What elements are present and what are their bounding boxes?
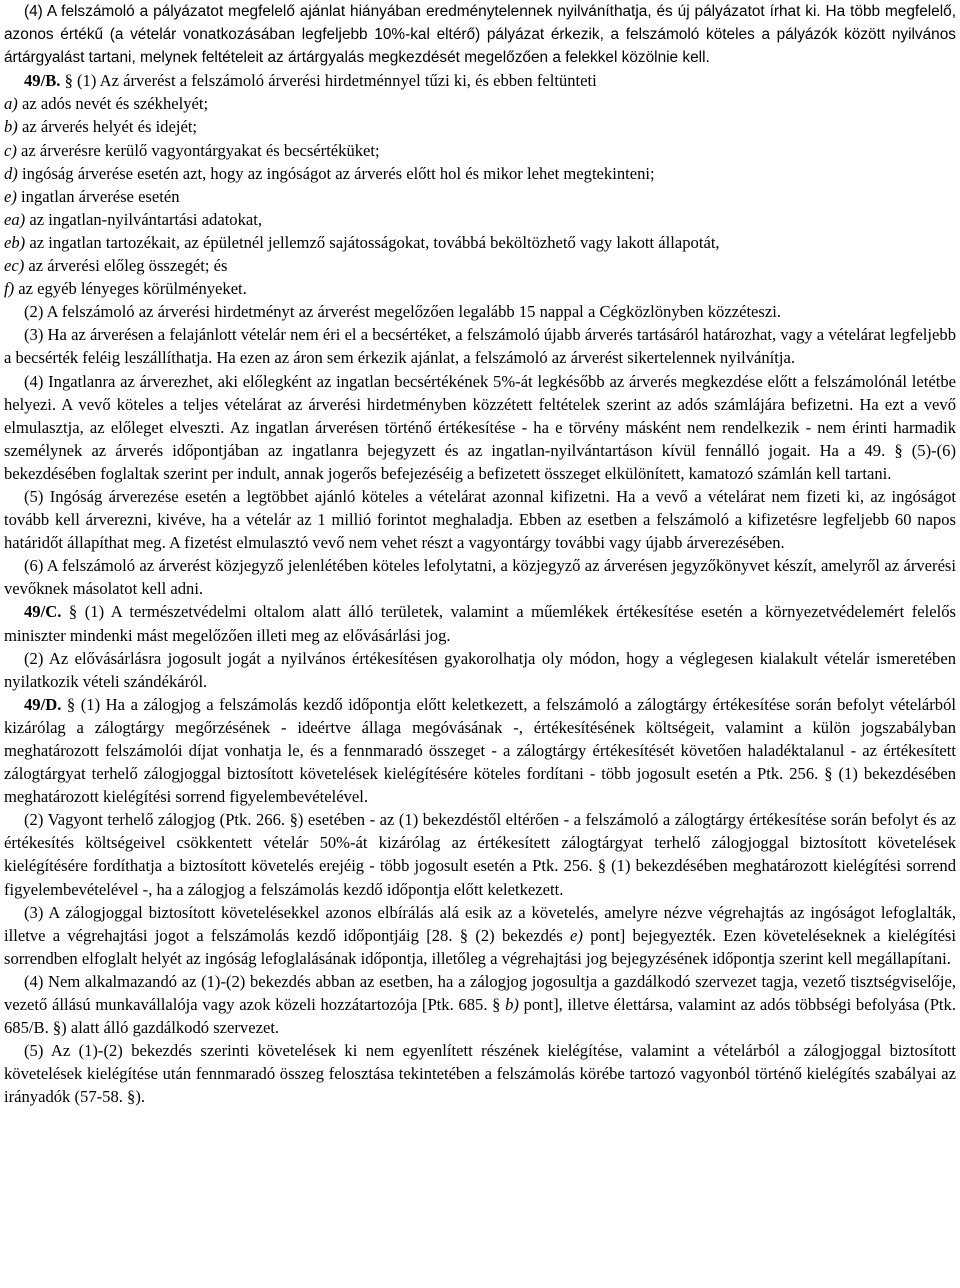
list-item — [4, 92, 956, 115]
list-item-text: az árverésre kerülő vagyontárgyakat és becsértéküket; — [16, 140, 380, 160]
list-item — [4, 162, 956, 185]
paragraph-text: § (1) A természetvédelmi oltalom alatt álló területek, valamint a műemlékek értékesítése esetén a környezetvédelemért felelős miniszter mindenki mást megelőzően illeti meg az elővásárlási jog. — [4, 602, 956, 645]
section-49b-paragraph-5 — [4, 485, 956, 554]
list-item — [4, 254, 956, 277]
section-49d-paragraph-4 — [4, 970, 956, 1039]
list-item-text: ingatlan árverése esetén — [16, 186, 180, 206]
list-item-text: az árverés helyét és idejét; — [17, 117, 198, 137]
list-item-text: az ingatlan-nyilvántartási adatokat, — [25, 209, 263, 229]
paragraph-text: (2) Az elővásárlásra jogosult jogát a nyilvános értékesítésen gyakorolhatja oly módon, hogy a véglegesen kialakult vételár ismeretében nyilatkozik vételi szándékáról. — [4, 648, 956, 691]
section-number: 49/D. — [24, 694, 62, 714]
paragraph-text: pont], illetve élettársa, valamint az adós többségi befolyása (Ptk. 685/B. §) alatt álló gazdálkodó szervezet. — [4, 995, 956, 1038]
list-item-label: eb) — [4, 232, 26, 252]
list-item — [4, 115, 956, 138]
list-item-text: az adós nevét és székhelyét; — [17, 94, 209, 114]
list-item-text: az árverési előleg összegét; és — [24, 256, 228, 276]
section-49b-paragraph-2 — [4, 300, 956, 323]
list-item-label: ec) — [4, 256, 25, 276]
list-item-text: ingóság árverése esetén azt, hogy az ingóságot az árverés előtt hol és mikor lehet megtekinteni; — [17, 163, 655, 183]
paragraph-text: (2) A felszámoló az árverési hirdetményt az árverést megelőzően legalább 15 nappal a Cégközlönyben közzéteszi. — [24, 302, 781, 322]
paragraph-text: (2) Vagyont terhelő zálogjog (Ptk. 266. §) esetében - az (1) bekezdéstől eltérően - a felszámoló a zálogtárgy értékesítése során befolyt és az értékesítés költségeivel csökkentett vételár 50%-át kizárólag az értékesített zálogtárgyat terhelő zálogjoggal biztosított követelések kielégítésére fordíthatja a biztosított követelés erejéig - több jogosult esetén a Ptk. 256. § (1) bekezdésében meghatározott kielégítési sorrend figyelembevételével -, ha a zálogjog a felszámolás kezdő időpontja előtt keletkezett. — [4, 810, 956, 899]
section-49d-paragraph-2 — [4, 808, 956, 900]
list-item-text: az egyéb lényeges körülményeket. — [14, 279, 247, 299]
list-item-label: b) — [4, 117, 18, 137]
list-item-label: c) — [4, 140, 17, 160]
section-49b-paragraph-6 — [4, 554, 956, 600]
list-item — [4, 139, 956, 162]
paragraph-text: (5) Ingóság árverezése esetén a legtöbbet ajánló köteles a vételárat azonnal kifizetni. Ha a vevő a vételárat nem fizeti ki, az ingóságot tovább kell árverezni, kivéve, ha a vételár az 1 millió forintot meghaladja. Ebben az esetben a felszámoló a kifizetésre legfeljebb 60 napos határidőt állapíthat meg. A fizetést elmulasztó vevő nem vehet részt a vagyontárgy további vagy újabb árverezésében. — [4, 486, 956, 553]
list-item-label: ea) — [4, 209, 26, 229]
section-49b-paragraph-3 — [4, 323, 956, 369]
section-49d-paragraph-3 — [4, 901, 956, 970]
list-item — [4, 185, 956, 208]
list-item — [4, 231, 956, 254]
list-item-label: f) — [4, 279, 15, 299]
list-item-label: a) — [4, 94, 18, 114]
paragraph-text: (4) Ingatlanra az árverezhet, aki előlegként az ingatlan becsértékének 5%-át legkésőbb az árverés megkezdése előtt a felszámolónál letétbe helyezi. A vevő köteles a teljes vételárat az árverési hirdetményben közzétett feltételek szerint az adós számlájára befizetni. Ha ezt a vevő elmulasztja, az előleget elveszti. Az ingatlan árverésen történő értékesítése - ha e törvény másként nem rendelkezik - nem érinti harmadik személynek az árverés időpontjában az ingatlanra bejegyzett és az ingatlan-nyilvántartáson kívül fennálló jogait. Ha a 49. § (5)-(6) bekezdésében foglaltak szerint per indult, annak jogerős befejezéséig a befizetett összeget elkülönített, kamatozó számlán kell tartani. — [4, 371, 956, 483]
inline-label: b) — [505, 995, 519, 1015]
section-49c-paragraph-2 — [4, 647, 956, 693]
paragraph-text: (4) A felszámoló a pályázatot megfelelő ajánlat hiányában eredménytelennek nyilváníthatja, és új pályázatot írhat ki. Ha több megfelelő, azonos értékű (a vételár vonatkozásában legfeljebb 10%-kal eltérő) pályázat érkezik, a felszámoló köteles a pályázók között nyilvános ártárgyalást tartani, melynek feltételeit az ártárgyalás megkezdését megelőzően a felekkel közölnie kell. — [4, 3, 956, 67]
section-49d-paragraph-1 — [4, 693, 956, 808]
paragraph-text: § (1) Ha a zálogjog a felszámolás kezdő időpontja előtt keletkezett, a felszámoló a zálogtárgy értékesítése során befolyt vételárból kizárólag a zálogtárgy megőrzésének - ideértve állaga megóvásának -, értékesítésének költségeit, valamint a külön jogszabályban meghatározott felszámolói díjat vonhatja le, és a fennmaradó összeget - a zálogtárgy értékesítését követően haladéktalanul - az értékesített zálogtárgyat terhelő zálogjoggal biztosított követelések kielégítésére köteles fordítani - több jogosult esetén a Ptk. 256. § (1) bekezdésében meghatározott kielégítési sorrend figyelembevételével. — [4, 694, 956, 807]
section-number: 49/B. — [24, 71, 61, 91]
paragraph-text: (4) Nem alkalmazandó az (1)-(2) bekezdés abban az esetben, ha a zálogjog jogosultja a gazdálkodó szervezet tagja, vezető tisztségviselője, vezető állású munkavállalója vagy azok közeli hozzátartozója [Ptk. 685. § — [4, 971, 956, 1015]
section-49c-paragraph-1 — [4, 600, 956, 646]
paragraph-text: § (1) Az árverést a felszámoló árverési hirdetménnyel tűzi ki, és ebben feltünteti — [60, 71, 597, 91]
section-49b-paragraph-1 — [4, 69, 956, 92]
inline-label: e) — [570, 925, 583, 945]
paragraph-text: (3) Ha az árverésen a felajánlott vételár nem éri el a becsértéket, a felszámoló újabb árverés tartásáról határozhat, vagy a vételárat legfeljebb a becsérték feléig leszállíthatja. Ha ezen az áron sem érkezik ajánlat, a felszámoló az árverést sikertelennek nyilvánítja. — [4, 325, 956, 368]
list-item-label: d) — [4, 163, 18, 183]
paragraph-text: pont] bejegyezték. Ezen követeléseknek a kielégítési sorrendben elfoglalt helyét az ingóság lefoglalásának időpontja, illetőleg a végrehajtási jog bejegyzésének időpontja szerint kell megállapítani. — [4, 925, 957, 968]
document-page — [4, 0, 956, 1109]
list-item — [4, 277, 956, 300]
list-item-text: az ingatlan tartozékait, az épületnél jellemző sajátosságokat, továbbá beköltözhető vagy lakott állapotát, — [25, 232, 720, 252]
section-49b-paragraph-4 — [4, 370, 956, 485]
paragraph-4-tender — [4, 0, 956, 69]
list-item-label: e) — [4, 186, 17, 206]
paragraph-text: (6) A felszámoló az árverést közjegyző jelenlétében köteles lefolytatni, a közjegyző az árverésen jegyzőkönyvet készít, amelyről az árverési vevőknek másolatot kell adni. — [4, 556, 956, 599]
paragraph-text: (5) Az (1)-(2) bekezdés szerinti követelések ki nem egyenlített részének kielégítése, valamint a vételárból a zálogjoggal biztosított követelések kielégítése után fennmaradó összeg felosztása tekintetében a felszámolás körébe tartozó vagyonból történő kielégítés szabályai az irányadók (57-58. §). — [4, 1041, 956, 1107]
section-number: 49/C. — [24, 602, 62, 622]
paragraph-text: (3) A zálogjoggal biztosított követelésekkel azonos elbírálás alá esik az a követelés, amelyre nézve végrehajtás az ingóságot lefoglalták, illetve a végrehajtási jogot a felszámolás kezdő időpontjáig [28. § (2) bekezdés — [4, 902, 956, 945]
section-49d-paragraph-5 — [4, 1039, 956, 1108]
list-item — [4, 208, 956, 231]
